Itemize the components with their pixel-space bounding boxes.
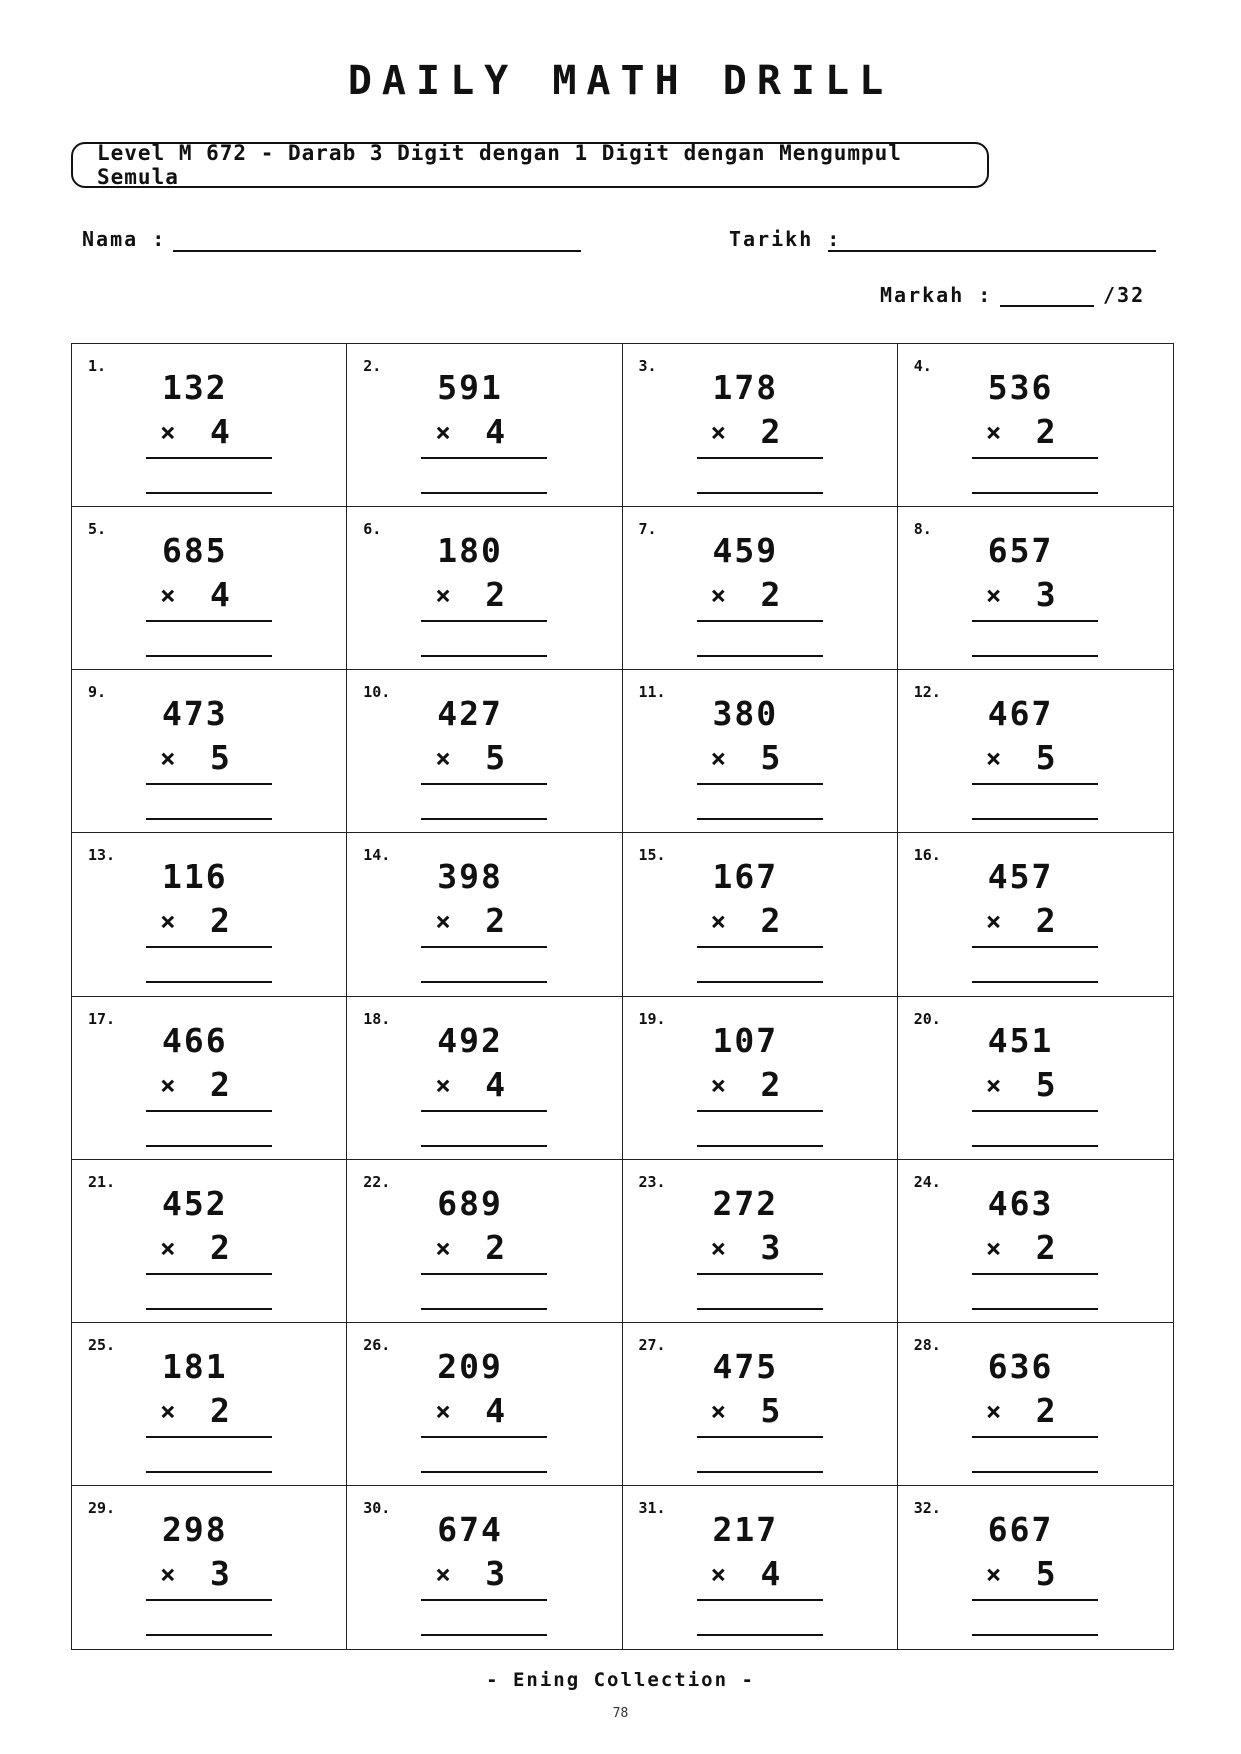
problem-cell [72,833,347,996]
problem-cell [72,1323,347,1486]
answer-line[interactable] [697,1471,823,1473]
multiply-sign: × [710,1396,727,1427]
operation-line [972,1599,1098,1601]
problem-number: 1. [88,357,107,375]
multiply-sign: × [160,744,176,775]
problem-cell [898,344,1173,507]
multiplier: 5 [760,1390,781,1430]
problem-number: 25. [88,1335,116,1354]
answer-line[interactable] [697,1145,823,1147]
problem-cell [72,507,347,670]
problem-number: 21. [88,1172,116,1191]
answer-line[interactable] [421,1634,547,1636]
problem-number: 24. [913,1172,941,1191]
problem-cell [898,833,1173,996]
multiplier: 4 [485,412,506,451]
multiplicand: 463 [987,1183,1054,1223]
operation-line [697,1110,823,1112]
operation-line [972,457,1098,459]
problem-number: 14. [363,846,391,865]
multiply-sign: × [710,581,727,612]
problem-number: 8. [913,520,932,539]
problem-cell [898,670,1173,833]
multiplier: 2 [210,1390,230,1430]
problem-cell [623,670,898,833]
multiplier: 5 [210,738,230,778]
operation-line [146,946,272,948]
problem-cell [623,1486,898,1649]
answer-line[interactable] [421,1471,547,1473]
operation-line [421,946,547,948]
page-title: DAILY MATH DRILL [347,58,894,104]
problem-cell [72,670,347,833]
answer-line[interactable] [421,818,547,820]
answer-line[interactable] [421,1308,547,1310]
multiplier: 2 [210,1064,230,1104]
problem-number: 16. [913,846,941,865]
multiply-sign: × [160,1070,176,1101]
multiply-sign: × [985,744,1002,775]
multiply-sign: × [985,907,1002,938]
problem-number: 2. [363,357,382,375]
multiplier: 3 [1035,575,1056,615]
multiply-sign: × [985,581,1002,612]
operation-line [421,783,547,785]
problem-cell [898,507,1173,670]
answer-line[interactable] [421,492,547,494]
problem-cell [72,344,347,507]
problem-cell [347,833,622,996]
answer-line[interactable] [146,981,272,983]
answer-line[interactable] [972,1634,1098,1636]
multiplicand: 685 [162,531,228,571]
problem-number: 17. [88,1009,116,1028]
answer-line[interactable] [697,1308,823,1310]
problem-cell [898,1486,1173,1649]
multiplicand: 459 [712,531,779,571]
multiplicand: 167 [712,857,779,897]
problem-cell [347,670,622,833]
answer-line[interactable] [146,492,272,494]
problem-number: 23. [638,1172,666,1191]
multiplier: 2 [1035,412,1056,451]
multiplier: 3 [485,1553,506,1593]
level-description: Level M 672 - Darab 3 Digit dengan 1 Digit dengan Mengumpul Semula [97,141,902,189]
problem-number: 12. [913,683,941,702]
operation-line [697,620,823,622]
multiplier: 2 [1035,901,1056,941]
operation-line [146,1599,272,1601]
multiplicand: 667 [987,1509,1054,1549]
multiplier: 2 [210,1227,230,1267]
multiplicand: 178 [712,368,779,407]
multiplicand: 657 [987,531,1054,571]
problem-cell [347,1323,622,1486]
multiplier: 4 [760,1553,781,1593]
problem-cell [898,997,1173,1160]
problem-number: 31. [638,1498,666,1517]
problem-cell [72,1160,347,1323]
answer-line[interactable] [697,818,823,820]
answer-line[interactable] [972,655,1098,657]
multiplicand: 689 [437,1183,503,1223]
answer-line[interactable] [697,492,823,494]
answer-line[interactable] [146,818,272,820]
operation-line [421,1436,547,1438]
answer-line[interactable] [972,1471,1098,1473]
multiplicand: 116 [162,857,228,897]
multiply-sign: × [435,744,451,775]
multiplier: 4 [210,412,230,451]
multiply-sign: × [710,1070,727,1101]
multiply-sign: × [435,1233,451,1264]
multiply-sign: × [435,418,451,448]
multiplicand: 451 [987,1020,1054,1060]
multiplier: 2 [760,1064,781,1104]
multiply-sign: × [435,1559,451,1590]
multiply-sign: × [710,907,727,938]
multiply-sign: × [160,1233,176,1264]
multiplicand: 492 [437,1020,503,1060]
operation-line [697,457,823,459]
operation-line [146,783,272,785]
answer-line[interactable] [972,981,1098,983]
answer-line[interactable] [421,655,547,657]
multiplier: 4 [485,1064,506,1104]
operation-line [421,457,547,459]
level-description-box [71,142,989,188]
multiplicand: 209 [437,1346,503,1386]
marks-total: /32 [1103,283,1146,307]
problem-grid [71,343,1174,1650]
problem-cell [623,997,898,1160]
multiplier: 5 [1035,1553,1056,1593]
problem-cell [623,1160,898,1323]
problem-cell [623,344,898,507]
problem-cell [347,997,622,1160]
multiplier: 5 [485,738,506,778]
marks-answer-line[interactable] [1000,305,1094,307]
problem-cell [72,997,347,1160]
multiplier: 5 [1035,738,1056,778]
multiply-sign: × [985,418,1002,448]
multiplier: 2 [760,901,781,941]
operation-line [972,946,1098,948]
problem-number: 22. [363,1172,391,1191]
answer-line[interactable] [972,1145,1098,1147]
problem-cell [72,1486,347,1649]
multiply-sign: × [435,1070,451,1101]
multiply-sign: × [160,418,176,448]
name-label: Nama : [82,227,167,251]
problem-number: 5. [88,520,107,539]
problem-cell [347,1160,622,1323]
multiplier: 2 [760,412,781,451]
multiplicand: 132 [162,368,228,407]
operation-line [146,1436,272,1438]
problem-number: 27. [638,1335,666,1354]
multiply-sign: × [985,1233,1002,1264]
operation-line [697,946,823,948]
operation-line [972,620,1098,622]
multiply-sign: × [985,1559,1002,1590]
operation-line [972,1436,1098,1438]
multiplicand: 427 [437,694,503,734]
operation-line [146,1110,272,1112]
answer-line[interactable] [972,492,1098,494]
multiplicand: 181 [162,1346,228,1386]
problem-number: 6. [363,520,382,539]
multiplicand: 473 [162,694,228,734]
multiply-sign: × [710,1233,727,1264]
problem-cell [347,1486,622,1649]
multiply-sign: × [435,1396,451,1427]
multiply-sign: × [985,1070,1002,1101]
multiplier: 4 [485,1390,506,1430]
problem-cell [347,507,622,670]
problem-cell [898,1160,1173,1323]
multiply-sign: × [160,1396,176,1427]
multiplier: 2 [485,575,506,615]
operation-line [421,1273,547,1275]
problem-number: 4. [913,357,932,375]
operation-line [972,1110,1098,1112]
date-label: Tarikh : [729,227,842,251]
answer-line[interactable] [421,1145,547,1147]
problem-number: 20. [913,1009,941,1028]
operation-line [421,1110,547,1112]
multiplier: 2 [760,575,781,615]
answer-line[interactable] [146,655,272,657]
multiplicand: 298 [162,1509,228,1549]
problem-number: 3. [638,357,657,375]
answer-line[interactable] [697,1634,823,1636]
multiplier: 5 [760,738,781,778]
operation-line [146,1273,272,1275]
multiply-sign: × [710,744,727,775]
problem-number: 13. [88,846,116,865]
multiplicand: 536 [987,368,1054,407]
problem-cell [347,344,622,507]
problem-number: 26. [363,1335,391,1354]
multiplier: 2 [1035,1390,1056,1430]
multiplier: 5 [1035,1064,1056,1104]
page-number: 78 [612,1706,629,1721]
multiplicand: 636 [987,1346,1054,1386]
problem-number: 30. [363,1498,391,1517]
answer-line[interactable] [146,1634,272,1636]
problem-cell [623,507,898,670]
date-answer-line[interactable] [828,250,1156,252]
operation-line [972,783,1098,785]
problem-number: 28. [913,1335,941,1354]
multiplicand: 475 [712,1346,779,1386]
name-answer-line[interactable] [173,250,581,252]
operation-line [697,783,823,785]
multiply-sign: × [435,907,451,938]
multiplicand: 398 [437,857,503,897]
problem-number: 29. [88,1498,116,1517]
answer-line[interactable] [146,1308,272,1310]
problem-cell [898,1323,1173,1486]
multiply-sign: × [160,1559,176,1590]
multiplier: 3 [210,1553,230,1593]
multiplier: 2 [210,901,230,941]
multiplicand: 217 [712,1509,779,1549]
problem-number: 32. [913,1498,941,1517]
multiplier: 2 [1035,1227,1056,1267]
operation-line [421,1599,547,1601]
multiplicand: 674 [437,1509,503,1549]
problem-number: 11. [638,683,666,702]
multiplicand: 180 [437,531,503,571]
multiplicand: 452 [162,1183,228,1223]
problem-number: 9. [88,683,107,702]
multiplier: 2 [485,1227,506,1267]
operation-line [146,457,272,459]
multiply-sign: × [160,907,176,938]
problem-number: 10. [363,683,391,702]
answer-line[interactable] [146,1145,272,1147]
operation-line [146,620,272,622]
answer-line[interactable] [146,1471,272,1473]
multiplicand: 467 [987,694,1054,734]
answer-line[interactable] [697,981,823,983]
operation-line [972,1273,1098,1275]
problem-number: 15. [638,846,666,865]
operation-line [697,1436,823,1438]
operation-line [421,620,547,622]
multiplicand: 457 [987,857,1054,897]
multiply-sign: × [985,1396,1002,1427]
multiplier: 2 [485,901,506,941]
answer-line[interactable] [972,1308,1098,1310]
operation-line [697,1273,823,1275]
answer-line[interactable] [697,655,823,657]
multiplicand: 107 [712,1020,779,1060]
multiply-sign: × [435,581,451,612]
problem-number: 18. [363,1009,391,1028]
multiply-sign: × [710,1559,727,1590]
multiplier: 4 [210,575,230,615]
operation-line [697,1599,823,1601]
problem-cell [623,833,898,996]
problem-cell [623,1323,898,1486]
multiply-sign: × [160,581,176,612]
multiplicand: 591 [437,368,503,407]
problem-number: 19. [638,1009,666,1028]
multiplicand: 272 [712,1183,779,1223]
multiplicand: 466 [162,1020,228,1060]
multiply-sign: × [710,418,727,448]
multiplicand: 380 [712,694,779,734]
answer-line[interactable] [421,981,547,983]
marks-label: Markah : [880,283,993,307]
multiplier: 3 [760,1227,781,1267]
answer-line[interactable] [972,818,1098,820]
problem-number: 7. [638,520,657,539]
footer-collection: - Ening Collection - [486,1669,755,1691]
